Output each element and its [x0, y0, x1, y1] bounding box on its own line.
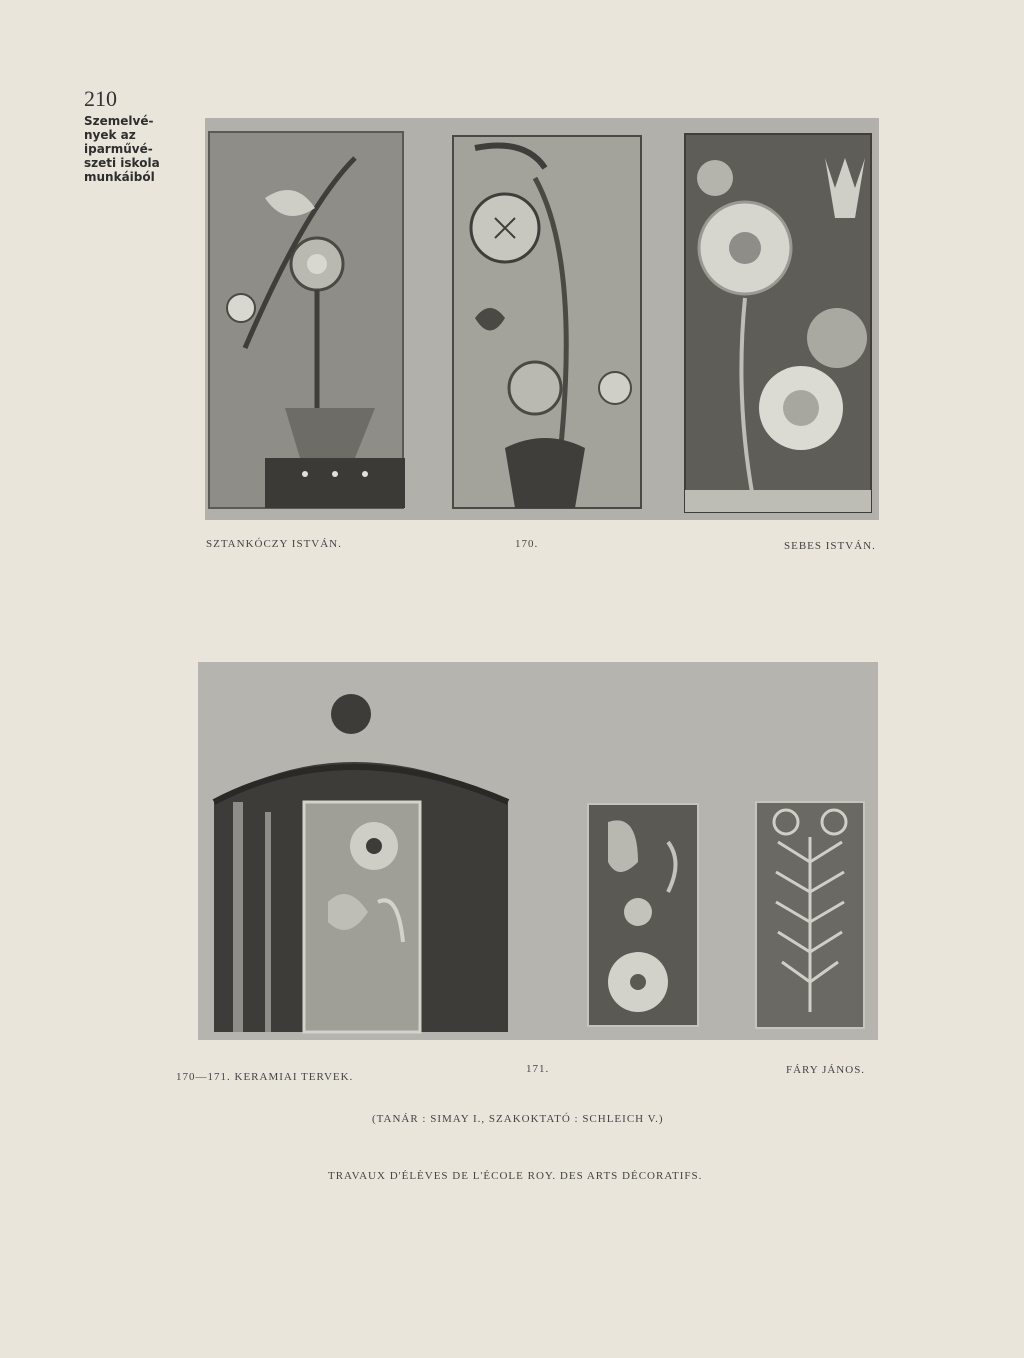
- panel-floral-pot: [209, 132, 405, 508]
- running-head-line: szeti iskola: [84, 156, 160, 170]
- ceramic-designs-image: [198, 662, 878, 1040]
- caption-french-title: TRAVAUX D'ÉLÈVES DE L'ÉCOLE ROY. DES ARTS DÉCORATIFS.: [328, 1170, 703, 1182]
- running-head-line: nyek az: [84, 128, 136, 142]
- running-head-line: Szemelvé-: [84, 114, 154, 128]
- panel-bird-pot: [453, 136, 641, 508]
- caption-bottom-plate-number: 171.: [526, 1063, 550, 1075]
- tile-bird: [588, 804, 698, 1026]
- caption-teachers: (TANÁR : SIMAY I., SZAKOKTATÓ : SCHLEICH V.): [372, 1113, 664, 1125]
- panel-flowers: [685, 134, 871, 512]
- caption-bottom-plate-range: 170—171. KERAMIAI TERVEK.: [176, 1071, 354, 1083]
- running-head: [84, 114, 184, 184]
- running-head-line: munkáiból: [84, 170, 155, 184]
- decorative-panels-image: [205, 118, 879, 520]
- caption-bottom-right-author: FÁRY JÁNOS.: [786, 1064, 866, 1076]
- caption-top-plate-number: 170.: [515, 538, 539, 550]
- lidded-jar: [214, 694, 508, 1032]
- caption-top-left-author: SZTANKÓCZY ISTVÁN.: [206, 538, 342, 550]
- tile-fern: [756, 802, 864, 1028]
- caption-top-right-author: SEBES ISTVÁN.: [784, 540, 876, 552]
- top-plate-photo: [205, 118, 879, 520]
- bottom-plate-photo: [198, 662, 878, 1040]
- running-head-line: iparművé-: [84, 142, 153, 156]
- page-number: 210: [84, 86, 117, 111]
